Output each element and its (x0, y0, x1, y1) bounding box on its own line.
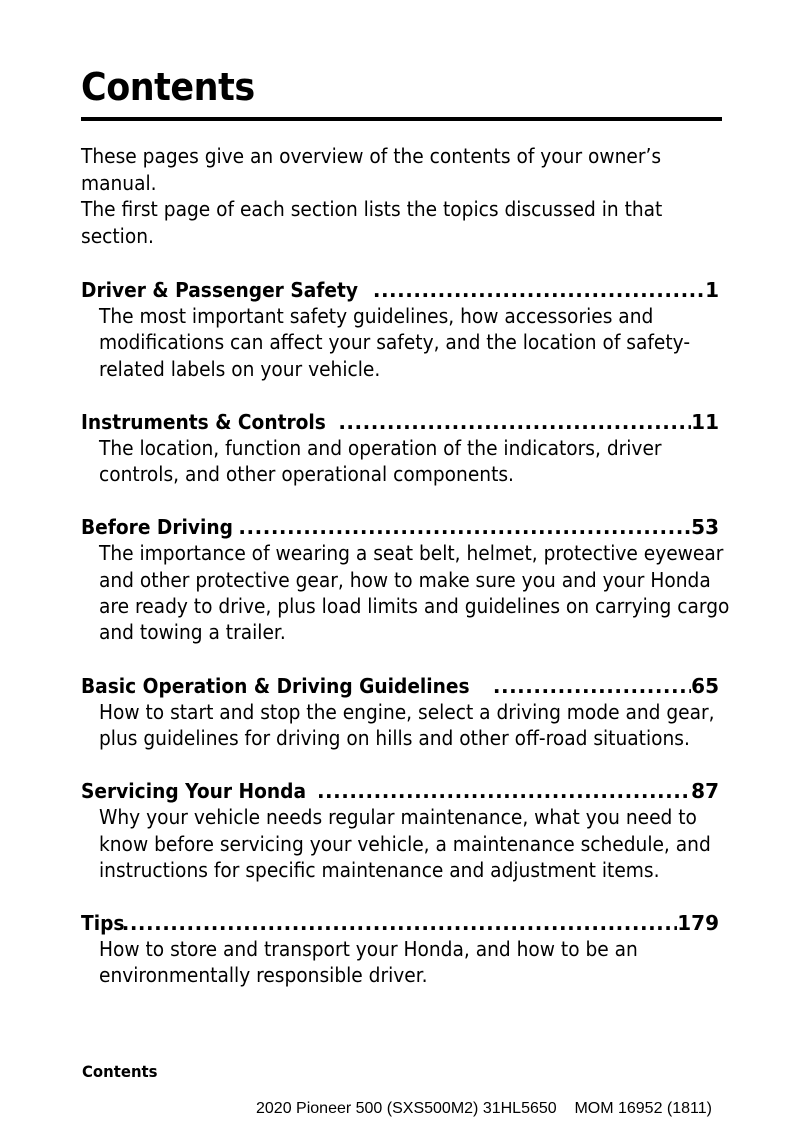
description-line: plus guidelines for driving on hills and other off-road situations. (99, 725, 690, 750)
toc-entry-servicing-your-honda (81, 778, 721, 883)
toc-entry-title: Basic Operation & Driving Guidelines (81, 673, 470, 698)
description-line: and towing a trailer. (99, 620, 286, 645)
toc-entry-driver-passenger-safety (81, 277, 721, 382)
description-line: The most important safety guidelines, how accessories and (99, 304, 654, 328)
toc-link-instruments-controls[interactable] (81, 409, 719, 435)
toc-entry-tips (81, 910, 721, 989)
description-line: Why your vehicle needs regular maintenance, what you need to (99, 805, 697, 830)
toc-entry-title: Servicing Your Honda (81, 779, 307, 804)
dot-leader (232, 514, 691, 540)
toc-page-number: 1 (705, 278, 719, 302)
description-line: How to start and stop the engine, select a driving mode and gear, (99, 699, 715, 724)
footer-document-code: 2020 Pioneer 500 (SXS500M2) 31HL5650 MOM 16952 (1811) (256, 1100, 712, 1117)
description-line: are ready to drive, plus load limits and guidelines on carrying cargo (99, 594, 730, 619)
toc-link-before-driving[interactable] (81, 514, 719, 540)
table-of-contents (81, 277, 730, 989)
description-line: modifications can affect your safety, and the location of safety- (99, 330, 691, 355)
description-line: The importance of wearing a seat belt, helmet, protective eyewear (99, 541, 724, 566)
dot-leader (367, 277, 705, 303)
toc-entry-description (99, 936, 722, 989)
toc-entry-description (99, 699, 722, 752)
intro-paragraph (81, 143, 723, 249)
toc-link-basic-operation[interactable] (81, 673, 719, 699)
intro-line: section. (81, 223, 154, 248)
page-title: Contents (81, 65, 255, 109)
dot-leader (487, 673, 691, 699)
toc-link-servicing-your-honda[interactable] (81, 778, 719, 804)
toc-entry-title: Before Driving (81, 515, 233, 540)
intro-line: The first page of each section lists the topics discussed in that (81, 197, 663, 221)
toc-entry-description (99, 804, 722, 883)
toc-entry-description (99, 435, 722, 488)
description-line: instructions for specific maintenance and adjustment items. (99, 857, 660, 882)
intro-line: manual. (81, 170, 157, 195)
description-line: know before servicing your vehicle, a maintenance schedule, and (99, 831, 711, 856)
description-line: How to store and transport your Honda, and how to be an (99, 937, 638, 962)
toc-entry-title: Instruments & Controls (81, 409, 326, 434)
toc-link-tips[interactable] (81, 910, 719, 936)
toc-link-driver-passenger-safety[interactable] (81, 277, 719, 303)
toc-entry-basic-operation (81, 673, 721, 752)
toc-page-number: 87 (691, 779, 719, 804)
toc-page-number: 65 (691, 673, 719, 698)
toc-entry-before-driving (81, 514, 730, 645)
toc-entry-title: Driver & Passenger Safety (81, 278, 359, 302)
toc-page-number: 53 (691, 515, 719, 540)
footer-section-label: Contents (82, 1062, 158, 1081)
dot-leader (311, 778, 691, 804)
intro-line: These pages give an overview of the contents of your owner’s (81, 144, 662, 168)
description-line: environmentally responsible driver. (99, 963, 428, 988)
description-line: and other protective gear, how to make sure you and your Honda (99, 567, 711, 592)
toc-page-number: 179 (677, 911, 719, 936)
dot-leader (116, 910, 678, 936)
dot-leader (332, 409, 691, 435)
toc-page-number: 11 (691, 409, 719, 434)
description-line: controls, and other operational components. (99, 462, 514, 487)
toc-entry-description (99, 303, 722, 382)
description-line: The location, function and operation of the indicators, driver (99, 435, 662, 460)
title-rule (81, 117, 722, 121)
toc-entry-title: Tips (81, 911, 125, 936)
toc-entry-instruments-controls (81, 409, 721, 488)
description-line: related labels on your vehicle. (99, 356, 381, 381)
toc-entry-description (99, 540, 730, 645)
